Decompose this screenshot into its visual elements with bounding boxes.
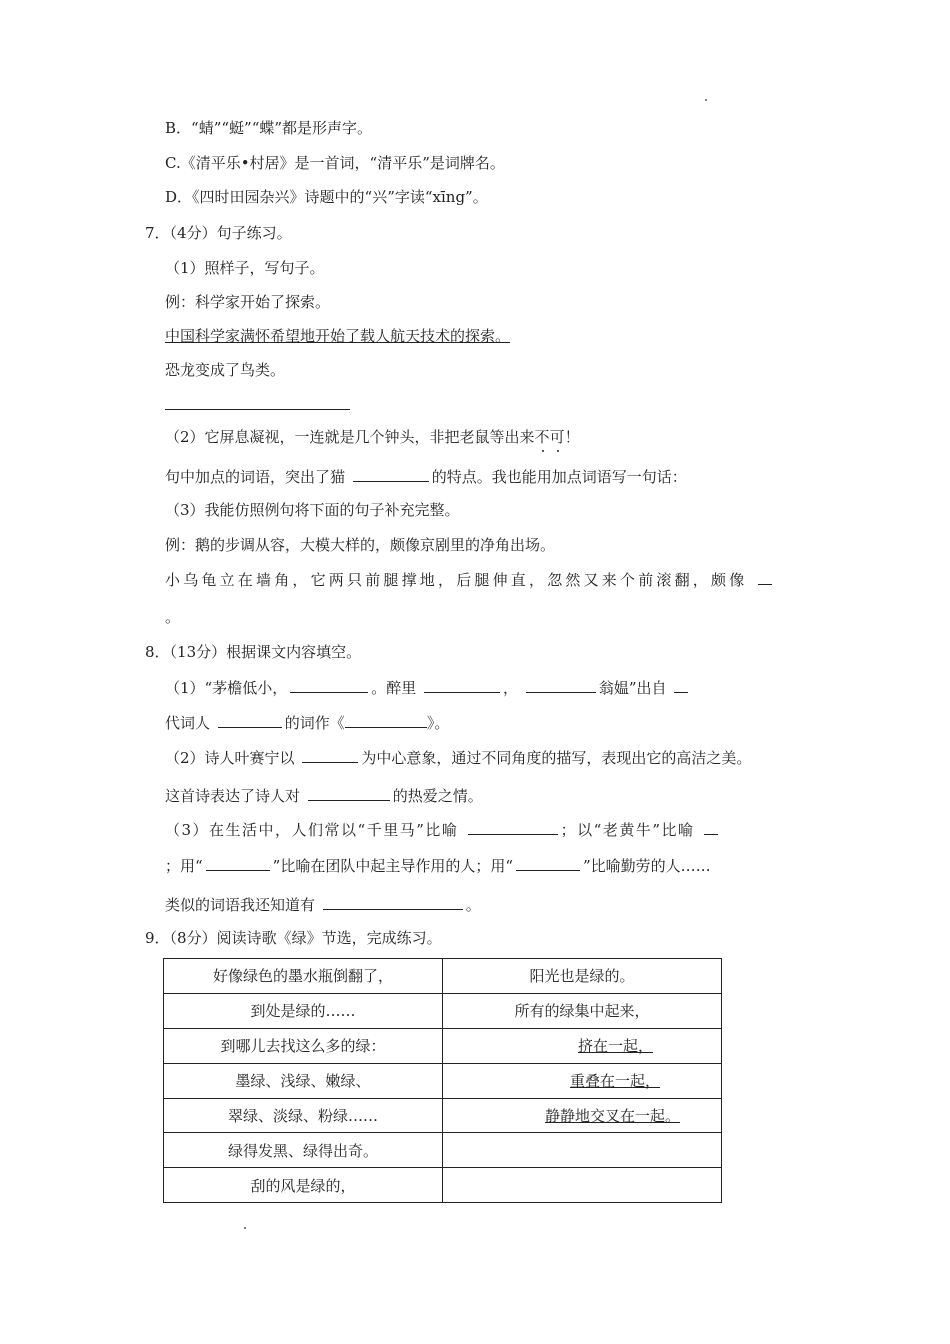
text: 的特点。我也能用加点词语写一句话： [431, 468, 687, 486]
option-b: B．“蜻”“蜓”“蝶”都是形声字。 [165, 119, 373, 137]
question-7-title: 7．（4分）句子练习。 [145, 224, 292, 242]
table-cell [443, 1063, 722, 1098]
answer-blank[interactable] [526, 677, 596, 693]
q8-line7 [165, 894, 481, 914]
text: 的词作《 [284, 714, 345, 732]
text: （2）诗人叶赛宁以 [165, 749, 295, 767]
table-cell [443, 1168, 722, 1203]
table-cell [164, 1098, 443, 1133]
option-c: C.《清平乐•村居》是一首词，“清平乐”是词牌名。 [165, 154, 505, 172]
table-cell [164, 1063, 443, 1098]
table-cell [443, 993, 722, 1028]
table-cell [164, 1168, 443, 1203]
text: 这首诗表达了诗人对 [165, 787, 301, 805]
table-cell [443, 1028, 722, 1063]
q7-part2 [165, 427, 580, 447]
option-d: D．《四时田园杂兴》诗题中的“兴”字读“xīng”。 [165, 188, 488, 206]
table-cell [443, 959, 722, 994]
table-row [164, 1028, 722, 1063]
table-cell [164, 993, 443, 1028]
text: 。醉里 [371, 679, 417, 697]
text: 小乌龟立在墙角，它两只前腿撑地，后腿伸直，忽然又来个前滚翻，颇像 [165, 571, 748, 589]
text: 》。 [426, 714, 450, 732]
table-row [164, 1098, 722, 1133]
q7-task1: 恐龙变成了鸟类。 [165, 361, 286, 379]
table-cell [443, 1098, 722, 1133]
text: 句中加点的词语，突出了猫 [165, 468, 346, 486]
q8-line3 [165, 747, 751, 767]
dot-mark [705, 99, 707, 101]
q7-part1: （1）照样子，写句子。 [165, 259, 325, 277]
q8-line6 [165, 855, 711, 875]
text: ；以“老黄牛”比喻 [560, 821, 695, 839]
table-cell [164, 1133, 443, 1168]
q8-line4 [165, 785, 483, 805]
table-row [164, 959, 722, 994]
answer-blank[interactable] [165, 390, 350, 410]
dotted-char: 不 [534, 428, 550, 446]
q7-task3 [165, 569, 775, 589]
q7-answer1: 中国科学家满怀希望地开始了载人航天技术的探索。 [165, 327, 511, 345]
text: （3）在生活中，人们常以“千里马”比喻 [165, 821, 459, 839]
q8-line2 [165, 712, 449, 732]
cell-text: 墨绿、浅绿、嫩绿、 [235, 1072, 371, 1091]
poem-table [163, 958, 722, 1203]
cell-text: 阳光也是绿的。 [529, 967, 635, 986]
q7-part2-question [165, 466, 687, 486]
q7-end: 。 [165, 608, 181, 626]
cell-text: 翠绿、淡绿、粉绿…… [227, 1107, 378, 1125]
text: ！ [564, 428, 580, 446]
cell-text: 重叠在一起， [570, 1072, 661, 1091]
q7-example1: 例：科学家开始了探索。 [165, 293, 331, 311]
question-8-title: 8．（13分）根据课文内容填空。 [145, 643, 362, 661]
table-row [164, 1063, 722, 1098]
text: ；用“ [165, 857, 203, 875]
text: 类似的词语我还知道有 [165, 896, 316, 914]
table-cell [164, 959, 443, 994]
text: ”比喻在团队中起主导作用的人；用“ [272, 857, 514, 875]
q8-line1 [165, 677, 691, 697]
answer-blank[interactable] [674, 677, 688, 693]
table-row [164, 1133, 722, 1168]
answer-blank[interactable] [758, 569, 772, 585]
q7-part3: （3）我能仿照例句将下面的句子补充完整。 [165, 501, 460, 519]
text: 的热爱之情。 [392, 787, 483, 805]
table-cell [164, 1028, 443, 1063]
answer-blank[interactable] [290, 677, 368, 693]
answer-blank[interactable] [345, 712, 427, 728]
table-cell [443, 1133, 722, 1168]
answer-blank[interactable] [516, 855, 580, 871]
cell-text: 绿得发黑、绿得出奇。 [227, 1141, 378, 1160]
cell-text: 好像绿色的墨水瓶倒翻了， [212, 967, 393, 986]
q8-line5 [165, 819, 721, 839]
answer-blank[interactable] [308, 785, 390, 801]
answer-blank[interactable] [323, 894, 463, 910]
answer-blank[interactable] [206, 855, 270, 871]
cell-text: 静静地交叉在一起。 [545, 1107, 681, 1125]
q7-example3: 例：鹅的步调从容，大模大样的，颇像京剧里的净角出场。 [165, 536, 556, 554]
text: （1）“茅檐低小， [165, 679, 288, 697]
text: （2）它屏息凝视，一连就是几个钟头，非把老鼠等出来 [165, 428, 535, 446]
cell-text: 到哪儿去找这么多的绿： [220, 1037, 386, 1056]
question-9-title: 9．（8分）阅读诗歌《绿》节选，完成练习。 [145, 929, 442, 947]
dot-mark [244, 1227, 246, 1229]
cell-text: 刮的风是绿的， [250, 1176, 356, 1195]
text: ”比喻勤劳的人…… [583, 857, 711, 875]
text: ， [503, 679, 519, 697]
cell-text: 到处是绿的…… [250, 1002, 356, 1021]
answer-blank[interactable] [704, 819, 718, 835]
text: 代词人 [165, 714, 211, 732]
answer-blank[interactable] [302, 747, 358, 763]
answer-blank[interactable] [468, 819, 558, 835]
table-row [164, 1168, 722, 1203]
text: 翁媪”出自 [598, 679, 667, 697]
cell-text: 挤在一起， [578, 1037, 654, 1056]
answer-blank[interactable] [218, 712, 282, 728]
answer-blank[interactable] [424, 677, 500, 693]
table-row [164, 993, 722, 1028]
text: 。 [465, 896, 481, 914]
answer-blank[interactable] [353, 466, 429, 482]
dotted-char: 可 [549, 428, 565, 446]
text: 为中心意象，通过不同角度的描写，表现出它的高洁之美。 [361, 749, 752, 767]
cell-text: 所有的绿集中起来， [514, 1002, 650, 1021]
